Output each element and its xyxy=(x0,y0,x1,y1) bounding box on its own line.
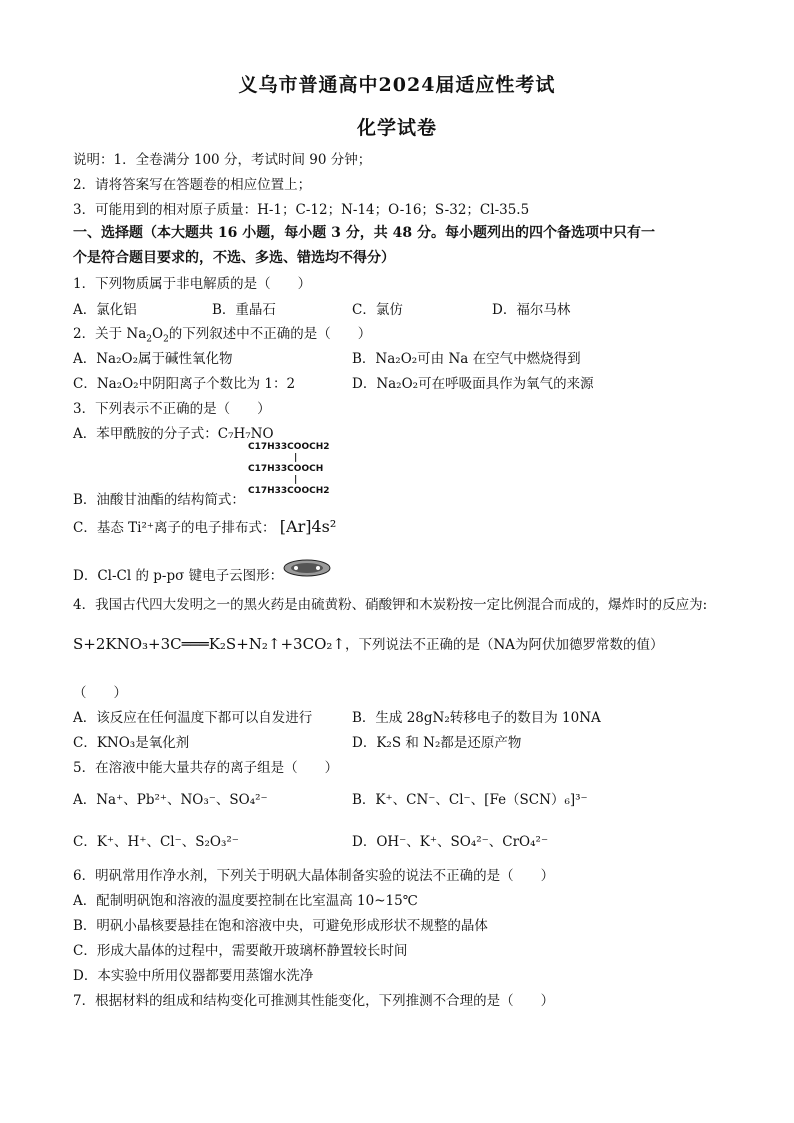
struct-line-1: C17H33COOCH2 xyxy=(248,442,330,452)
q4-equation-line xyxy=(73,633,664,653)
q1-option-d: D．福尔马林 xyxy=(492,302,571,318)
instruction-3: 3．可能用到的相对原子质量：H-1；C-12；N-14；O-16；S-32；Cl-35.5 xyxy=(73,202,530,218)
q2-option-b: B．Na₂O₂可由 Na 在空气中燃烧得到 xyxy=(352,351,581,367)
q6-option-d: D．本实验中所用仪器都要用蒸馏水洗净 xyxy=(73,968,314,984)
q3-option-d: D．Cl-Cl 的 p-pσ 键电子云图形： xyxy=(73,568,284,584)
q6-option-b: B．明矾小晶核要悬挂在饱和溶液中央，可避免形成形状不规整的晶体 xyxy=(73,918,488,934)
struct-line-2: C17H33COOCH xyxy=(248,464,324,474)
q3-option-c-text: C．基态 Ti²⁺离子的电子排布式： xyxy=(73,520,276,536)
q6-option-a: A．配制明矾饱和溶液的温度要控制在比室温高 10~15℃ xyxy=(73,893,418,909)
q5-option-b: B．K⁺、CN⁻、Cl⁻、[Fe（SCN）₆]³⁻ xyxy=(352,792,588,808)
q4-stem-cont: ，下列说法不正确的是（NA为阿伏加德罗常数的值） xyxy=(344,637,664,653)
struct-bond-2: | xyxy=(294,475,298,485)
section-heading-line2: 个是符合题目要求的，不选、多选、错选均不得分） xyxy=(73,250,395,266)
q5-option-d: D．OH⁻、K⁺、SO₄²⁻、CrO₄²⁻ xyxy=(352,834,549,850)
q1-stem: 1．下列物质属于非电解质的是（ ） xyxy=(73,276,312,292)
q4-stem: 4．我国古代四大发明之一的黑火药是由硫黄粉、硝酸钾和木炭粉按一定比例混合而成的，爆炸时的反应为: xyxy=(73,597,708,613)
q3-option-b: B．油酸甘油酯的结构简式： xyxy=(73,492,245,508)
q1-option-a: A．氯化铝 xyxy=(73,302,137,318)
q4-option-b: B．生成 28gN₂转移电子的数目为 10NA xyxy=(352,710,601,726)
section-heading-line1: 一、选择题（本大题共 16 小题，每小题 3 分，共 48 分。每小题列出的四个备选项中只有一 xyxy=(73,225,655,241)
glyceryl-oleate-structure xyxy=(248,442,330,497)
q4-option-d: D．K₂S 和 N₂都是还原产物 xyxy=(352,735,522,751)
q5-option-c: C．K⁺、H⁺、Cl⁻、S₂O₃²⁻ xyxy=(73,834,239,850)
q4-paren: （ ） xyxy=(73,685,127,701)
q1-option-b: B．重晶石 xyxy=(212,302,276,318)
q1-option-c: C．氯仿 xyxy=(352,302,403,318)
struct-line-3: C17H33COOCH2 xyxy=(248,486,330,496)
q4-equation: S+2KNO₃+3C═══K₂S+N₂↑+3CO₂↑ xyxy=(73,635,345,653)
q2-option-d: D．Na₂O₂可在呼吸面具作为氧气的来源 xyxy=(352,376,594,392)
q2-option-a: A．Na₂O₂属于碱性氧化物 xyxy=(73,351,233,367)
exam-title: 义乌市普通高中2024届适应性考试 xyxy=(238,74,556,96)
q2-stem-prefix: 2．关于 Na xyxy=(73,326,147,342)
electron-config: [Ar]4s² xyxy=(279,517,337,536)
q4-option-a: A．该反应在任何温度下都可以自发进行 xyxy=(73,710,313,726)
q6-stem: 6．明矾常用作净水剂，下列关于明矾大晶体制备实验的说法不正确的是（ ） xyxy=(73,868,555,884)
instruction-2: 2．请将答案写在答题卷的相应位置上； xyxy=(73,177,312,193)
q5-stem: 5．在溶液中能大量共存的离子组是（ ） xyxy=(73,760,339,776)
q2-stem: 2．关于 $Na_2O_2$的下列叙述中不正确的是（ ） xyxy=(73,326,372,345)
q3-option-a: A．苯甲酰胺的分子式：C₇H₇NO xyxy=(73,426,274,442)
exam-subtitle: 化学试卷 xyxy=(356,117,437,139)
q3-option-c xyxy=(73,516,336,536)
q4-option-c: C．KNO₃是氧化剂 xyxy=(73,735,190,751)
q3-stem: 3．下列表示不正确的是（ ） xyxy=(73,401,271,417)
q2-option-c: C．Na₂O₂中阴阳离子个数比为 1：2 xyxy=(73,376,296,392)
struct-bond-1: | xyxy=(294,453,298,463)
sigma-bond-cloud-image xyxy=(283,558,331,578)
q6-option-c: C．形成大晶体的过程中，需要敞开玻璃杯静置较长时间 xyxy=(73,943,408,959)
q2-stem-suffix: 的下列叙述中不正确的是（ ） xyxy=(168,326,372,342)
q5-option-a: A．Na⁺、Pb²⁺、NO₃⁻、SO₄²⁻ xyxy=(73,792,268,808)
q7-stem: 7．根据材料的组成和结构变化可推测其性能变化，下列推测不合理的是（ ） xyxy=(73,993,555,1009)
instruction-1: 说明：1．全卷满分 100 分，考试时间 90 分钟； xyxy=(73,152,372,168)
